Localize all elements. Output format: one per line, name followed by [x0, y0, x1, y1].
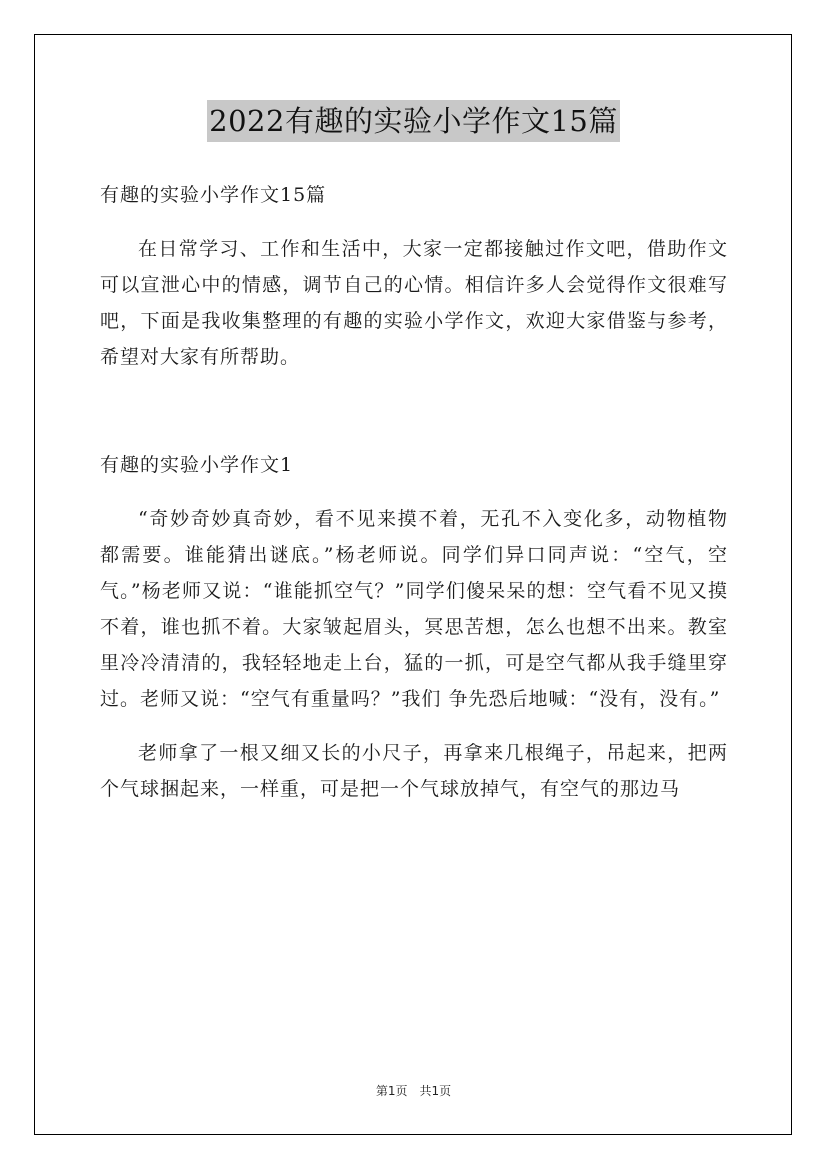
section-heading: 有趣的实验小学作文1 — [100, 454, 294, 476]
body-paragraph-1: “奇妙奇妙真奇妙，看不见来摸不着，无孔不入变化多，动物植物都需要。谁能猜出谜底。”杨老师说。同学们异口同声说：“空气，空气。”杨老师又说：“谁能抓空气？”同学们傻呆呆的想：空气看不见又摸不着，谁也抓不着。大家皱起眉头，冥思苦想，怎么也想不出来。教室里冷冷清清的，我轻轻地走上台，猛的一抓，可是空气都从我手缝里穿过。老师又说：“空气有重量吗？”我们 争先恐后地喊：“没有，没有。” — [100, 508, 728, 710]
document-title: 2022有趣的实验小学作文15篇 — [207, 100, 620, 142]
body-paragraph-2: 老师拿了一根又细又长的小尺子，再拿来几根绳子，吊起来，把两个气球捆起来，一样重，可是把一个气球放掉气，有空气的那边马 — [100, 742, 728, 800]
title-container — [0, 100, 827, 142]
page-footer — [0, 1082, 827, 1099]
document-subtitle: 有趣的实验小学作文15篇 — [100, 184, 327, 206]
intro-paragraph: 在日常学习、工作和生活中，大家一定都接触过作文吧，借助作文可以宣泄心中的情感，调节自己的心情。相信许多人会觉得作文很难写吧，下面是我收集整理的有趣的实验小学作文，欢迎大家借鉴与参考，希望对大家有所帮助。 — [100, 238, 728, 368]
document-body — [100, 177, 728, 807]
page-number: 第1页 — [375, 1084, 408, 1098]
page-total: 共1页 — [419, 1084, 452, 1098]
